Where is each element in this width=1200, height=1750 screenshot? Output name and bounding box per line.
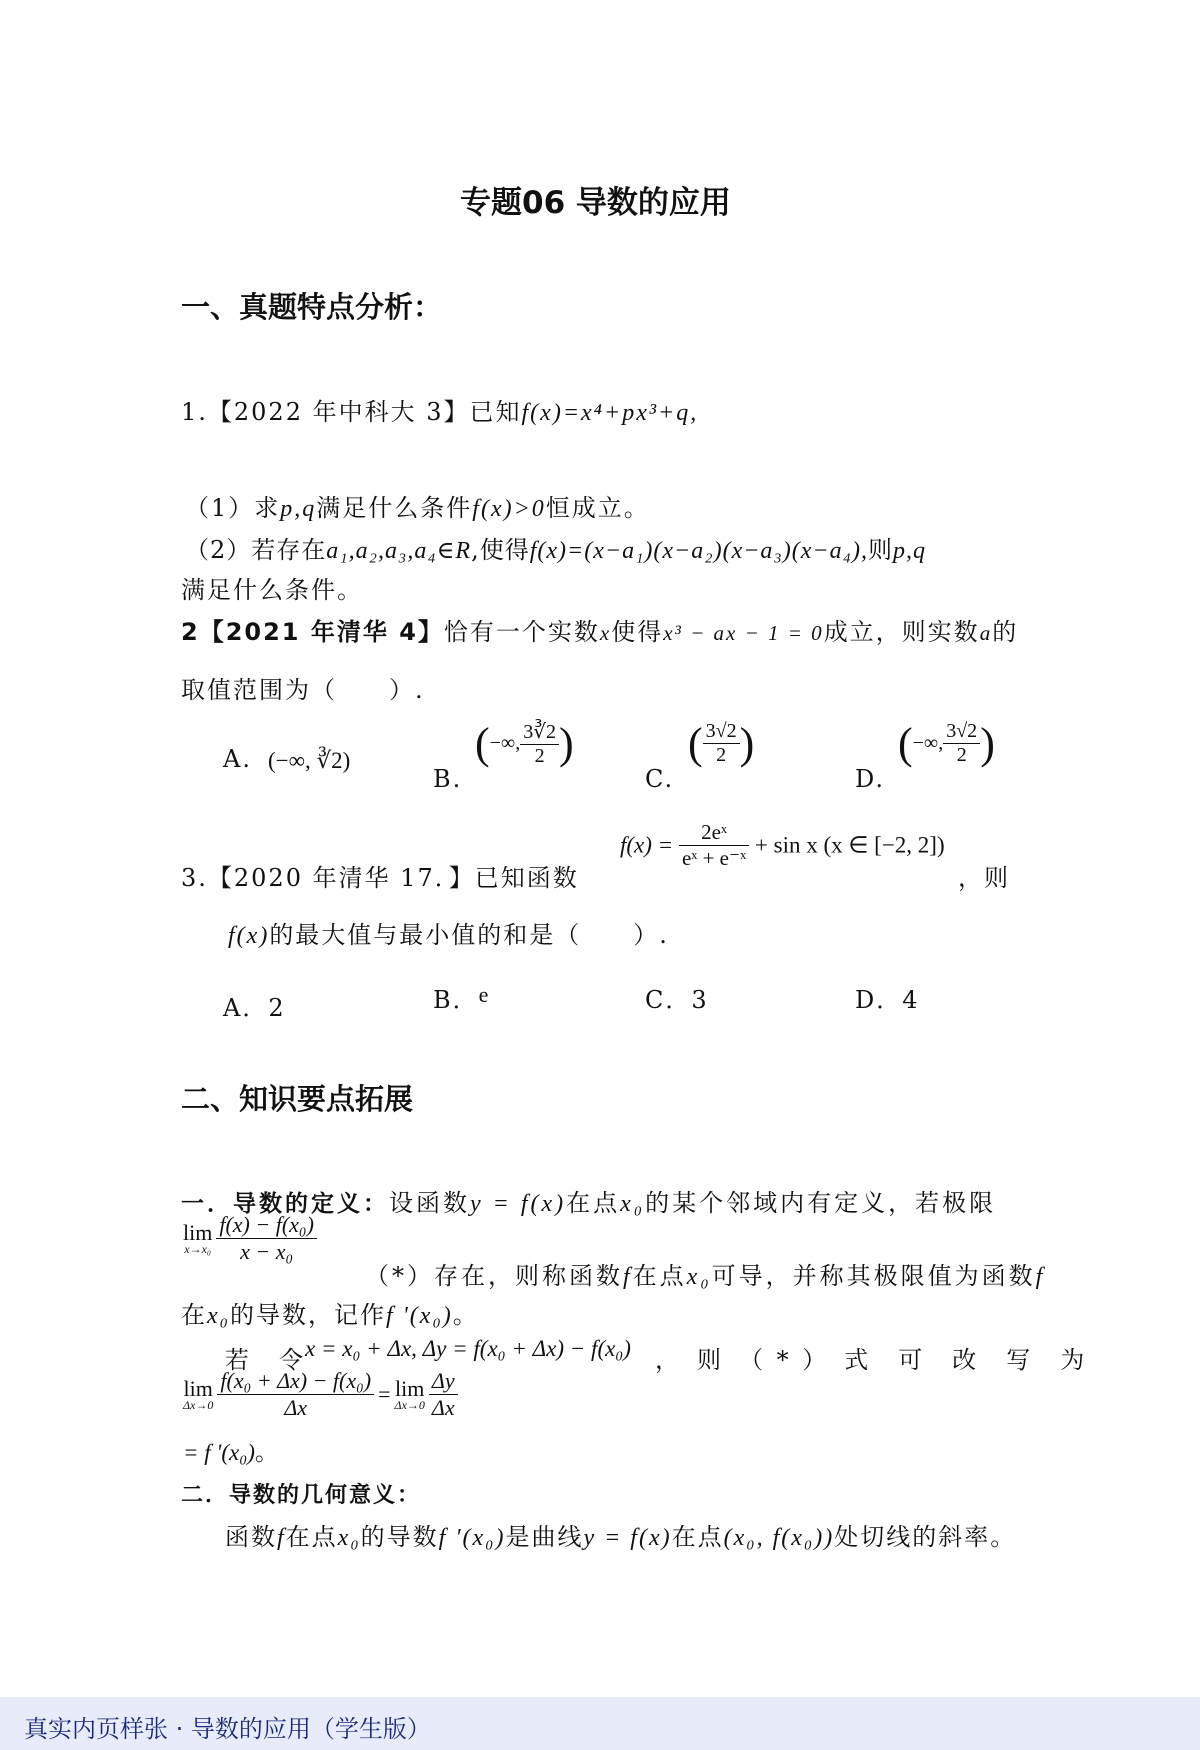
q2-option-b-num: 3∛2 xyxy=(520,719,559,745)
q2-option-d-label: D. xyxy=(855,765,886,793)
geo-text-e: 在点 xyxy=(671,1523,724,1551)
q2-option-b-left: −∞, xyxy=(489,732,521,754)
def-text-g: 在 xyxy=(181,1301,207,1329)
geo-text-b: 在点 xyxy=(285,1523,338,1551)
q1-part2-formula: f(x)=(x−a₁)(x−a₂)(x−a₃)(x−a₄), xyxy=(529,538,868,564)
def-frac-den: x − x₀ xyxy=(240,1239,294,1264)
q1-part1-suffix: 恒成立。 xyxy=(545,494,650,522)
q2-option-d[interactable] xyxy=(855,765,885,793)
q2-option-b-label: B. xyxy=(433,765,463,793)
question-1-stem xyxy=(181,392,698,427)
def-limit-expression xyxy=(183,1212,317,1265)
q1-part2-prefix: （2）若存在 xyxy=(185,536,327,564)
def-final-line xyxy=(183,1432,281,1467)
def-f-2: f xyxy=(1035,1264,1046,1290)
q2-option-c-label: C. xyxy=(645,765,675,793)
def-equals: = xyxy=(378,1381,391,1407)
def-let-tail: ， 则 （ * ） 式 可 改 写 为 xyxy=(655,1346,1088,1374)
q2-option-b[interactable] xyxy=(433,765,462,793)
def-text-i: 。 xyxy=(452,1301,479,1329)
question-3-function xyxy=(620,820,945,871)
q3-option-b[interactable] xyxy=(433,980,490,1015)
def-lim3-sub: Δx→0 xyxy=(394,1398,425,1412)
derivative-definition-line-3 xyxy=(181,1295,479,1330)
question-3-suffix: ，则 xyxy=(958,864,1010,892)
question-1-part-1 xyxy=(185,488,650,523)
q2-stem-b: 使得 xyxy=(611,618,664,646)
section-heading-knowledge: 二、知识要点拓展 xyxy=(181,1082,414,1116)
geometric-meaning-label: 二．导数的几何意义： xyxy=(181,1483,422,1508)
def-fprime: f '(x₀) xyxy=(386,1303,453,1329)
q1-part1-mid: 满足什么条件 xyxy=(316,494,473,522)
def-x0-2: x₀ xyxy=(686,1264,712,1290)
q2-option-b-math: (−∞, $\frac{3∛2}{2}$ ) xyxy=(475,719,574,768)
section-heading-analysis: 一、真题特点分析： xyxy=(181,290,443,324)
geo-text-c: 的导数 xyxy=(360,1523,439,1551)
def-limit-rewrite xyxy=(183,1368,458,1421)
q2-stem-c: 成立，则实数 xyxy=(823,618,980,646)
geo-fprime: f '(x₀) xyxy=(438,1525,506,1551)
def-text-d: （*）存在，则称函数 xyxy=(365,1262,623,1290)
q2-option-a-math: (−∞, ∛2) xyxy=(268,748,351,773)
q1-stem-prefix: 1.【2022 年中科大 3】已知 xyxy=(181,398,522,426)
q2-option-d-den: 2 xyxy=(956,744,967,766)
question-1-part-2 xyxy=(185,530,926,565)
def-let-text: 若 令 xyxy=(225,1346,306,1374)
def-text-b: 在点 xyxy=(566,1189,621,1217)
q2-var-a: a xyxy=(979,621,993,645)
geo-text-f: 处切线的斜率。 xyxy=(834,1523,1017,1551)
q2-tag: 2【2021 年清华 4】 xyxy=(181,618,444,646)
q1-part1-vars: p,q xyxy=(280,496,317,522)
q3-option-c[interactable]: C．3 xyxy=(645,986,709,1014)
def-lim-sub: x→x₀ xyxy=(184,1242,212,1256)
question-2-stem xyxy=(181,612,1018,647)
q2-option-c-num: 3√2 xyxy=(703,720,740,744)
def-text-f: 可导，并称其极限值为函数 xyxy=(711,1262,1036,1290)
q2-equation: x³ − ax − 1 = 0 xyxy=(663,621,824,645)
geo-point: (x₀, f(x₀)) xyxy=(723,1525,835,1551)
q3-frac-den: eˣ + e⁻ˣ xyxy=(681,846,747,870)
def-lim3-word: lim xyxy=(395,1376,425,1401)
q1-part1-formula: f(x)>0 xyxy=(472,496,546,522)
geometric-meaning-text xyxy=(225,1517,1016,1552)
q2-option-c[interactable] xyxy=(645,765,674,793)
q3-tail: + sin x (x ∈ [−2, 2]) xyxy=(754,832,945,858)
q1-part1-prefix: （1）求 xyxy=(185,494,281,522)
question-3-tag: 3.【2020 年清华 17．】已知函数 xyxy=(181,864,579,892)
def-frac2-den: Δx xyxy=(284,1395,308,1420)
footer-bar xyxy=(0,1697,1200,1750)
q3-line2-fx: f(x) xyxy=(228,923,270,949)
q2-stem-a: 恰有一个实数 xyxy=(443,618,600,646)
q2-option-d-num: 3√2 xyxy=(943,720,980,744)
geo-text-d: 是曲线 xyxy=(505,1523,584,1551)
def-final-dot: 。 xyxy=(254,1438,281,1466)
q2-var-x: x xyxy=(599,621,612,645)
def-label: 一．导数的定义： xyxy=(181,1191,389,1217)
page-title: 专题06 导数的应用 xyxy=(460,185,731,221)
def-x0: x₀ xyxy=(620,1191,646,1217)
def-frac-num: f(x) − f(x₀) xyxy=(216,1212,317,1239)
q1-part2-mid: ,使得 xyxy=(471,536,530,564)
q2-option-a[interactable] xyxy=(223,745,252,773)
q3-line2-text: 的最大值与最小值的和是（ ）. xyxy=(269,921,669,949)
footer-text: 真实内页样张 · 导数的应用（学生版） xyxy=(24,1715,431,1743)
q2-option-c-den: 2 xyxy=(716,744,727,766)
def-lim2-word: lim xyxy=(183,1376,213,1401)
def-frac2-num: f(x₀ + Δx) − f(x₀) xyxy=(217,1368,374,1395)
q2-option-d-math: (−∞, $\frac{3√2}{2}$ ) xyxy=(898,719,995,768)
q3-fx: f(x) = xyxy=(620,832,674,858)
def-text-c: 的某个邻域内有定义，若极限 xyxy=(645,1189,997,1217)
q2-option-b-den: 2 xyxy=(534,745,545,767)
def-final: = f '(x₀) xyxy=(183,1440,255,1465)
def-text-a: 设函数 xyxy=(389,1189,470,1217)
q3-frac-num: 2eˣ xyxy=(679,820,749,846)
q3-option-b-label: B． xyxy=(433,986,479,1014)
q2-option-d-left: −∞, xyxy=(912,732,944,754)
q1-part2-vars: a₁,a₂,a₃,a₄∈R xyxy=(326,538,472,564)
def-lim-word: lim xyxy=(183,1220,213,1245)
def-text-h: 的导数，记作 xyxy=(230,1301,386,1329)
q3-option-b-value: e xyxy=(478,982,491,1007)
q1-part2-vars2: p,q xyxy=(892,538,926,564)
question-3-line-2 xyxy=(228,915,669,950)
geo-text-a: 函数 xyxy=(225,1523,277,1551)
def-text-e: 在点 xyxy=(632,1262,687,1290)
q2-option-c-math: ( $\frac{3√2}{2}$ ) xyxy=(688,719,755,768)
def-frac3-num: Δy xyxy=(429,1368,458,1395)
q2-stem-d: 的 xyxy=(992,618,1019,646)
geo-x0: x₀ xyxy=(337,1525,361,1551)
q3-option-d[interactable]: D．4 xyxy=(855,986,920,1014)
geo-curve: y = f(x) xyxy=(583,1525,672,1551)
def-y-eq: y = f(x) xyxy=(470,1191,567,1217)
def-x0-3: x₀ xyxy=(207,1303,230,1329)
def-frac3-den: Δx xyxy=(431,1395,455,1420)
question-1-part-2-line-2: 满足什么条件。 xyxy=(181,576,363,604)
q1-function-formula: f(x)=x⁴+px³+q, xyxy=(521,400,699,426)
question-2-line-2: 取值范围为（ ）. xyxy=(181,676,425,704)
derivative-definition-line-2 xyxy=(365,1256,1045,1291)
def-let-formula: x = x₀ + Δx, Δy = f(x₀ + Δx) − f(x₀) xyxy=(305,1336,631,1361)
def-f-1: f xyxy=(623,1264,633,1290)
q1-part2-suffix: 则 xyxy=(867,536,893,564)
q2-option-a-label: A. xyxy=(223,745,252,773)
def-lim2-sub: Δx→0 xyxy=(183,1398,214,1412)
geo-f: f xyxy=(277,1525,286,1551)
q3-option-a[interactable]: A．2 xyxy=(223,994,286,1022)
